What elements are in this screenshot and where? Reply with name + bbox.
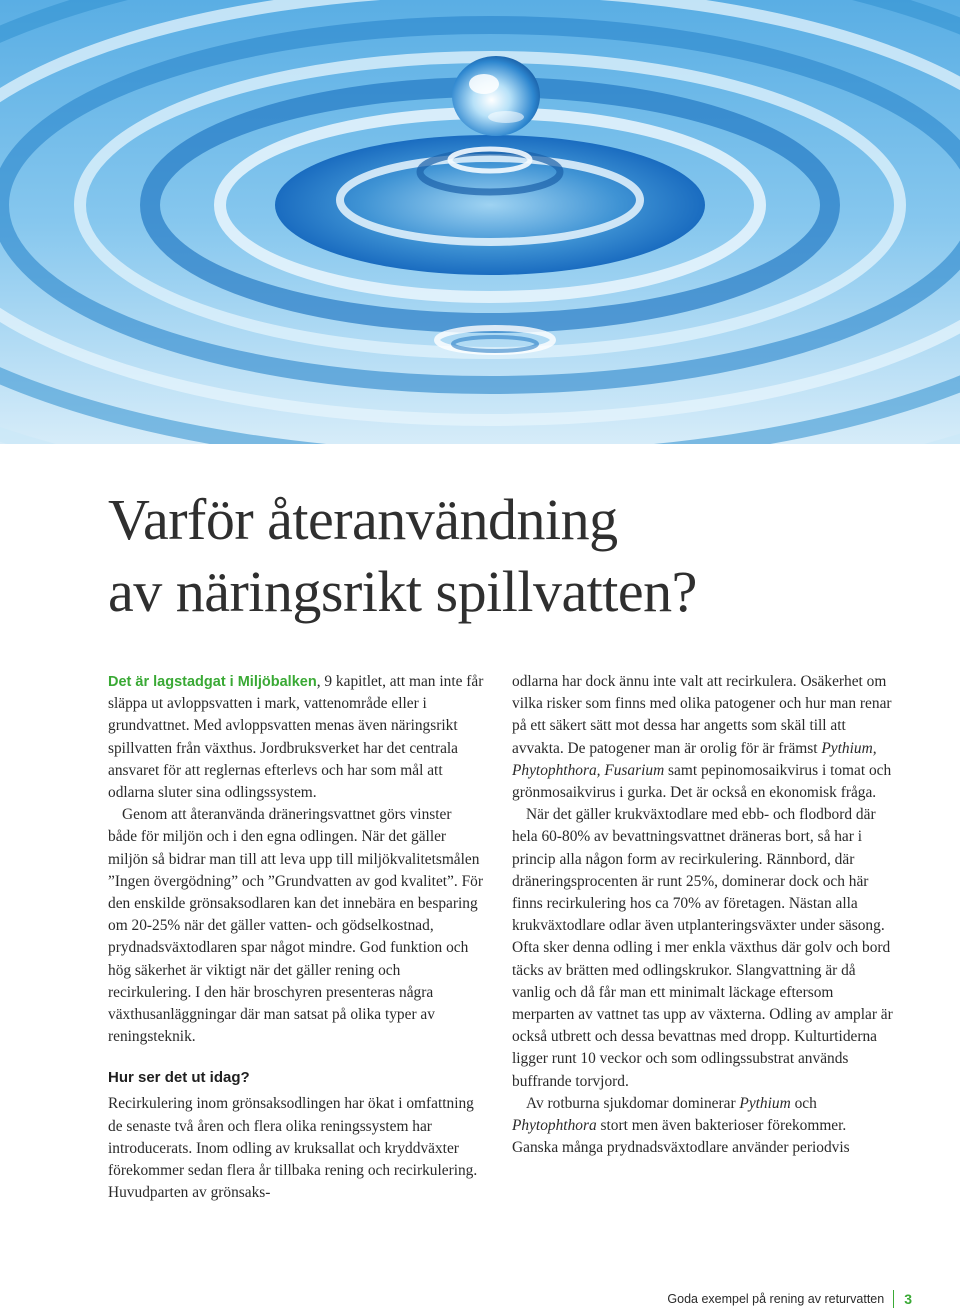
hero-water-drop-image (0, 0, 960, 444)
root-text-a: Av rotburna sjukdomar dominerar (526, 1094, 740, 1112)
root-diseases-paragraph (512, 1093, 894, 1160)
section-heading: Hur ser det ut idag? (108, 1069, 250, 1087)
pathogen-names: Pythium, Phytophthora, Fusarium (512, 739, 877, 779)
page-number: 3 (904, 1291, 912, 1307)
phytophthora-name: Phytophthora (512, 1117, 597, 1135)
footer-divider (893, 1290, 894, 1308)
pathogens-paragraph (512, 671, 894, 804)
footer-title: Goda exempel på rening av returvatten (667, 1292, 885, 1306)
lead-phrase: Det är lagstadgat i Miljöbalken (108, 674, 317, 690)
title-line-2: av näringsrikt spillvatten? (108, 559, 697, 624)
root-text-b: och (790, 1094, 817, 1112)
intro-text: , 9 kapitlet, att man inte får släppa ut avloppsvatten i mark, vattenområde eller i grundvattnet. Med avloppsvatten menas även näringsrikt spillvatten från växthus. Jordbruksverket har det centrala ansvaret för att reglernas efterlevs och har som mål att odlarna sluter sina odlingssystem. (108, 673, 484, 802)
pot-plants-paragraph: När det gäller krukväxtodlare med ebb- och flodbord där hela 60-80% av bevattningsvattnet dräneras bort, så har i princip alla någon form av recirkulering. Rännbord, där dräneringsprocenten är runt 25%, dominerar dock och här finns recirkulering hos ca 70% av företagen. Nästan alla krukväxtodlare odlar även utplanteringsväxter under säsong. Ofta sker denna odling i mer enkla växthus där golv och bord täcks av brätten med odlingskrukor. Slangvattning är då vanlig och då får man ett minimalt läckage eftersom merparten av vattnet tas upp av växterna. Odling av amplar är också utbrett och dessa bevattnas med dropp. Kulturtiderna ligger runt 10 veckor och som odlingssubstrat används buffrande torvjord. (512, 806, 893, 1090)
page-footer (667, 1290, 912, 1308)
benefits-paragraph: Genom att återanvända dräneringsvattnet görs vinster både för miljön och i den egna odlingen. När det gäller miljön så bidrar man till att leva upp till miljökvalitetsmålen ”Ingen övergödning” och ”Grundvatten av god kvalitet”. För den enskilde grönsaksodlaren kan det innebära en besparing om 20-25% när det gäller vatten- och gödselkostnad, prydnadsväxtodlaren spar något mindre. God funktion och hög säkerhet är viktigt när det gäller rening och recirkulering. I den här broschyren presenteras några växthusanläggningar där man satsat på olika typer av reningsteknik. (108, 806, 483, 1046)
today-paragraph: Recirkulering inom grönsaksodlingen har ökat i omfattning de senaste två åren och flera olika reningssystem har introducerats. Inom odling av kruksallat och kryddväxter förekommer sedan flera år tillbaka rening och recirkulering. Huvudparten av grönsaks- (108, 1095, 478, 1202)
right-column (512, 671, 894, 1159)
pathogens-text-b: samt pepinomosaikvirus i tomat och grönmosaikvirus i gurka. Det är också en ekonomisk fråga. (512, 761, 892, 802)
water-drop-ripples-icon (0, 0, 960, 444)
root-text-c: stort men även bakterioser förekommer. Ganska många prydnadsväxtodlare använder periodvis (512, 1117, 850, 1157)
intro-paragraph (108, 671, 484, 804)
left-column (108, 671, 484, 1204)
pathogens-text-a: odlarna har dock ännu inte valt att recirkulera. Osäkerhet om vilka risker som finns med olika patogener och hur man renar på ett säkert sätt mot dessa har angetts som skäl till att avvakta. De patogener man är orolig för är främst (512, 673, 892, 757)
title-line-1: Varför återanvändning (108, 487, 618, 552)
pythium-name: Pythium (739, 1094, 791, 1112)
page-title (108, 484, 697, 628)
